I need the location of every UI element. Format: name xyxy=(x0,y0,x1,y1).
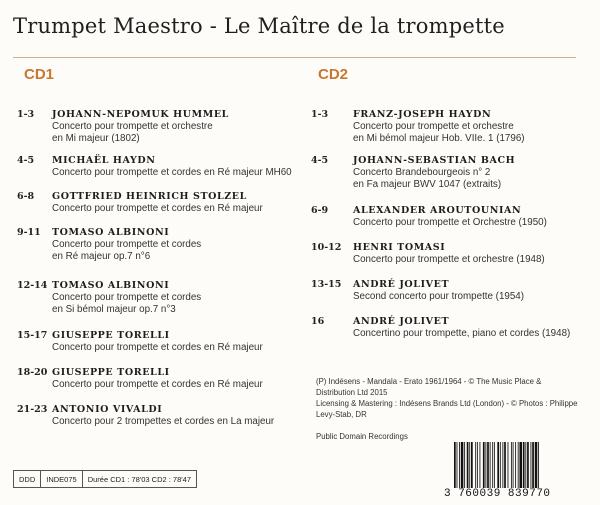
barcode-digits: 3 760039 839770 xyxy=(444,488,551,500)
barcode-bar xyxy=(502,442,503,488)
work-title: Concerto pour trompette et cordes en Ré majeur xyxy=(52,203,263,214)
composer-name: HENRI TOMASI xyxy=(353,242,446,253)
barcode-bar xyxy=(525,442,526,488)
credits-line: Licensing & Mastering : Indésens Brands Ltd (London) - © Photos : Philippe xyxy=(316,399,578,408)
barcode-bar xyxy=(538,442,539,488)
track-number: 6-9 xyxy=(311,205,329,216)
barcode-bar xyxy=(500,442,501,488)
track-number: 13-15 xyxy=(311,279,342,290)
composer-name: FRANZ-JOSEPH HAYDN xyxy=(353,109,492,120)
composer-name: ANDRÉ JOLIVET xyxy=(353,316,450,327)
barcode-bar xyxy=(494,442,495,488)
track-number: 6-8 xyxy=(17,191,35,202)
barcode-bar xyxy=(464,442,465,488)
track-number: 4-5 xyxy=(311,155,329,166)
barcode-bar xyxy=(483,442,485,488)
barcode-bar xyxy=(454,442,456,488)
composer-name: ANDRÉ JOLIVET xyxy=(353,279,450,290)
composer-name: ALEXANDER AROUTOUNIAN xyxy=(353,205,522,216)
work-title: en Mi majeur (1802) xyxy=(52,133,140,144)
barcode-bar xyxy=(504,442,506,488)
barcode-bar xyxy=(532,442,534,488)
barcode-bar xyxy=(490,442,491,488)
format-code: DDD xyxy=(14,471,41,487)
barcode-bar xyxy=(515,442,516,488)
credits-line: Levy-Stab, DR xyxy=(316,410,367,419)
work-title: Concertino pour trompette, piano et cordes (1948) xyxy=(353,328,571,339)
composer-name: ANTONIO VIVALDI xyxy=(52,404,163,415)
title-divider xyxy=(13,57,576,58)
track-number: 1-3 xyxy=(311,109,329,120)
duration-info: Durée CD1 : 78'03 CD2 : 78'47 xyxy=(87,474,192,484)
work-title: Concerto pour trompette et cordes xyxy=(52,239,202,250)
barcode-bar xyxy=(471,442,473,488)
barcode-bar xyxy=(475,442,476,488)
track-number: 1-3 xyxy=(17,109,35,120)
track-number: 4-5 xyxy=(17,155,35,166)
public-domain-note: Public Domain Recordings xyxy=(316,432,408,441)
catalog-number: INDE075 xyxy=(41,471,82,487)
barcode-bar xyxy=(508,442,509,488)
composer-name: GIUSEPPE TORELLI xyxy=(52,330,170,341)
composer-name: JOHANN-SEBASTIAN BACH xyxy=(353,155,516,166)
barcode-bar xyxy=(523,442,525,488)
work-title: Concerto pour trompette et orchestre (1948) xyxy=(353,254,545,265)
cd1-heading: CD1 xyxy=(24,66,55,83)
track-number: 16 xyxy=(311,316,325,327)
barcode-bar xyxy=(469,442,470,488)
credits-line: Distribution Ltd 2015 xyxy=(316,388,388,397)
barcode-bar xyxy=(535,442,538,488)
work-title: Concerto pour trompette et Orchestre (1950) xyxy=(353,217,547,228)
barcode-bar xyxy=(477,442,478,488)
barcode-bar xyxy=(457,442,458,488)
work-title: en Ré majeur op.7 n°6 xyxy=(52,251,151,262)
work-title: Concerto pour trompette et cordes xyxy=(52,292,202,303)
barcode-bar xyxy=(461,442,464,488)
composer-name: GIUSEPPE TORELLI xyxy=(52,367,170,378)
credits-line: (P) Indésens - Mandala - Erato 1961/1964 - © The Music Place & xyxy=(316,377,542,386)
barcode-bar xyxy=(531,442,532,488)
barcode-bar xyxy=(527,442,529,488)
barcode-bar xyxy=(459,442,460,488)
footer-info-box xyxy=(13,470,197,488)
track-number: 12-14 xyxy=(17,280,48,291)
work-title: Concerto pour trompette et cordes en Ré majeur xyxy=(52,379,263,390)
barcode-bar xyxy=(492,442,493,488)
work-title: Concerto pour trompette et cordes en Ré majeur xyxy=(52,342,263,353)
barcode-bar xyxy=(485,442,486,488)
barcode-bar xyxy=(511,442,512,488)
composer-name: TOMASO ALBINONI xyxy=(52,280,170,291)
work-title: Concerto pour 2 trompettes et cordes en La majeur xyxy=(52,416,275,427)
work-title: Second concerto pour trompette (1954) xyxy=(353,291,525,302)
work-title: en Mi bémol majeur Hob. VIIe. 1 (1796) xyxy=(353,133,525,144)
track-number: 18-20 xyxy=(17,367,48,378)
credits-block xyxy=(316,376,577,442)
track-number: 15-17 xyxy=(17,330,48,341)
cd2-heading: CD2 xyxy=(318,66,349,83)
barcode-bar xyxy=(497,442,499,488)
barcode-bar xyxy=(487,442,489,488)
barcode-bar xyxy=(467,442,469,488)
barcode-bar xyxy=(513,442,514,488)
work-title: en Fa majeur BWV 1047 (extraits) xyxy=(353,179,502,190)
work-title: Concerto Brandebourgeois n° 2 xyxy=(353,167,491,178)
composer-name: GOTTFRIED HEINRICH STOLZEL xyxy=(52,191,247,202)
track-number: 21-23 xyxy=(17,404,48,415)
track-number: 10-12 xyxy=(311,242,342,253)
track-number: 9-11 xyxy=(17,227,41,238)
work-title: Concerto pour trompette et cordes en Ré majeur MH60 xyxy=(52,167,292,178)
barcode-bar xyxy=(480,442,481,488)
work-title: Concerto pour trompette et orchestre xyxy=(353,121,514,132)
barcode-icon xyxy=(452,442,574,488)
barcode-bar xyxy=(519,442,522,488)
barcode-bar xyxy=(518,442,519,488)
composer-name: MICHAËL HAYDN xyxy=(52,155,156,166)
album-title: Trumpet Maestro - Le Maître de la trompette xyxy=(13,14,505,38)
work-title: Concerto pour trompette et orchestre xyxy=(52,121,213,132)
composer-name: JOHANN-NEPOMUK HUMMEL xyxy=(52,109,229,120)
work-title: en Si bémol majeur op.7 n°3 xyxy=(52,304,176,315)
composer-name: TOMASO ALBINONI xyxy=(52,227,170,238)
